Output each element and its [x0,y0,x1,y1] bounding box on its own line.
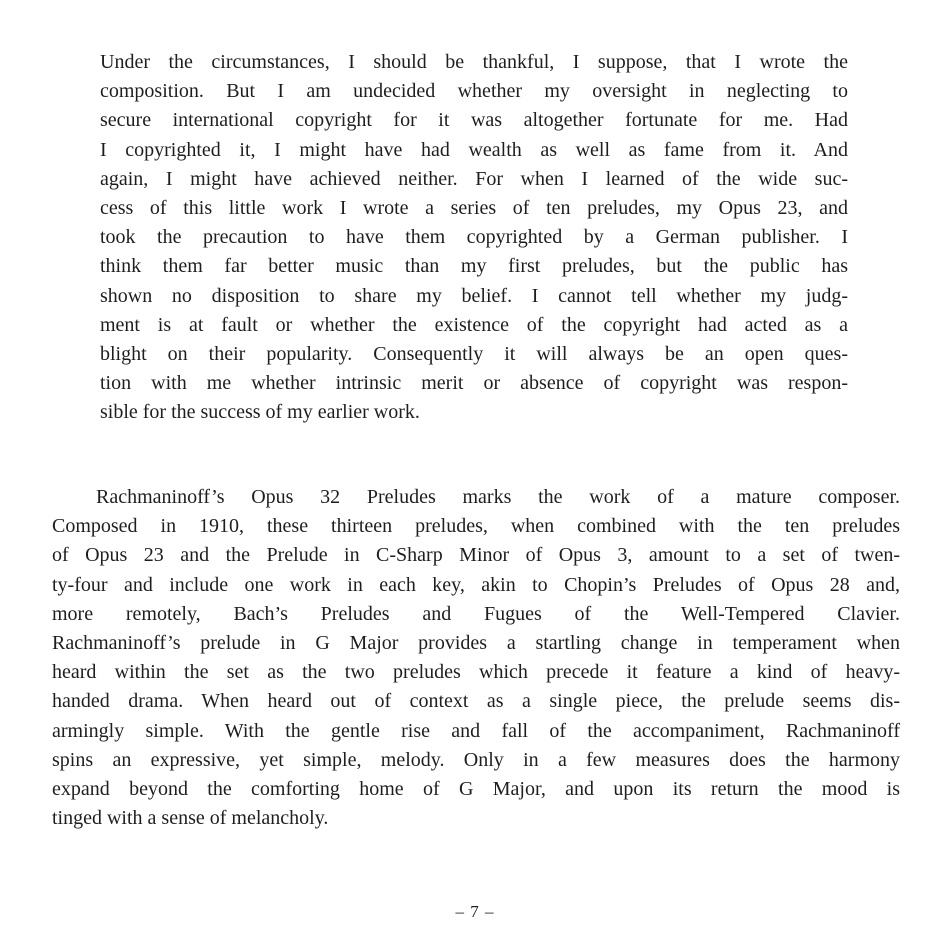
text-line: spins an expressive, yet simple, melody. Only in a few measures does the harmony [52,748,900,771]
text-line: Composed in 1910, these thirteen preludes, when combined with the ten preludes [52,515,900,538]
text-line: Under the circumstances, I should be thankful, I suppose, that I wrote the [100,51,848,73]
text-line: ty-four and include one work in each key, akin to Chopin’s Preludes of Opus 28 and, [52,573,900,596]
text-line: blight on their popularity. Consequently it will always be an open ques- [100,343,848,366]
text-line: took the precaution to have them copyrighted by a German publisher. I [100,226,848,249]
block-quote [100,48,848,428]
text-line: Rachmaninoff’s prelude in G Major provides a startling change in temperament when [52,632,900,655]
text-line: sible for the success of my earlier work. [100,401,420,424]
text-line: shown no disposition to share my belief. I cannot tell whether my judg- [100,284,848,307]
text-line: again, I might have achieved neither. For when I learned of the wide suc- [100,167,848,190]
page-number: – 7 – [455,902,495,921]
text-line: Rachmaninoff’s Opus 32 Preludes marks the work of a mature composer. [96,486,900,508]
text-line: of Opus 23 and the Prelude in C-Sharp Minor of Opus 3, amount to a set of twen- [52,544,900,567]
text-line: tinged with a sense of melancholy. [52,807,329,830]
text-line: more remotely, Bach’s Preludes and Fugues of the Well-Tempered Clavier. [52,602,900,625]
text-line: composition. But I am undecided whether my oversight in neglecting to [100,80,848,103]
text-line: handed drama. When heard out of context as a single piece, the prelude seems dis- [52,690,900,713]
text-line: cess of this little work I wrote a series of ten preludes, my Opus 23, and [100,197,848,220]
text-line: think them far better music than my first preludes, but the public has [100,255,848,278]
text-line: armingly simple. With the gentle rise and fall of the accompaniment, Rachmaninoff [52,719,900,742]
page-footer [0,902,950,922]
text-line: I copyrighted it, I might have had wealth as well as fame from it. And [100,138,848,161]
text-line: ment is at fault or whether the existence of the copyright had acted as a [100,313,848,336]
text-line: tion with me whether intrinsic merit or absence of copyright was respon- [100,372,848,395]
text-line: expand beyond the comforting home of G Major, and upon its return the mood is [52,778,900,801]
text-line: heard within the set as the two preludes which precede it feature a kind of heavy- [52,661,900,684]
main-paragraph [52,483,900,833]
text-line: secure international copyright for it was altogether fortunate for me. Had [100,109,848,132]
